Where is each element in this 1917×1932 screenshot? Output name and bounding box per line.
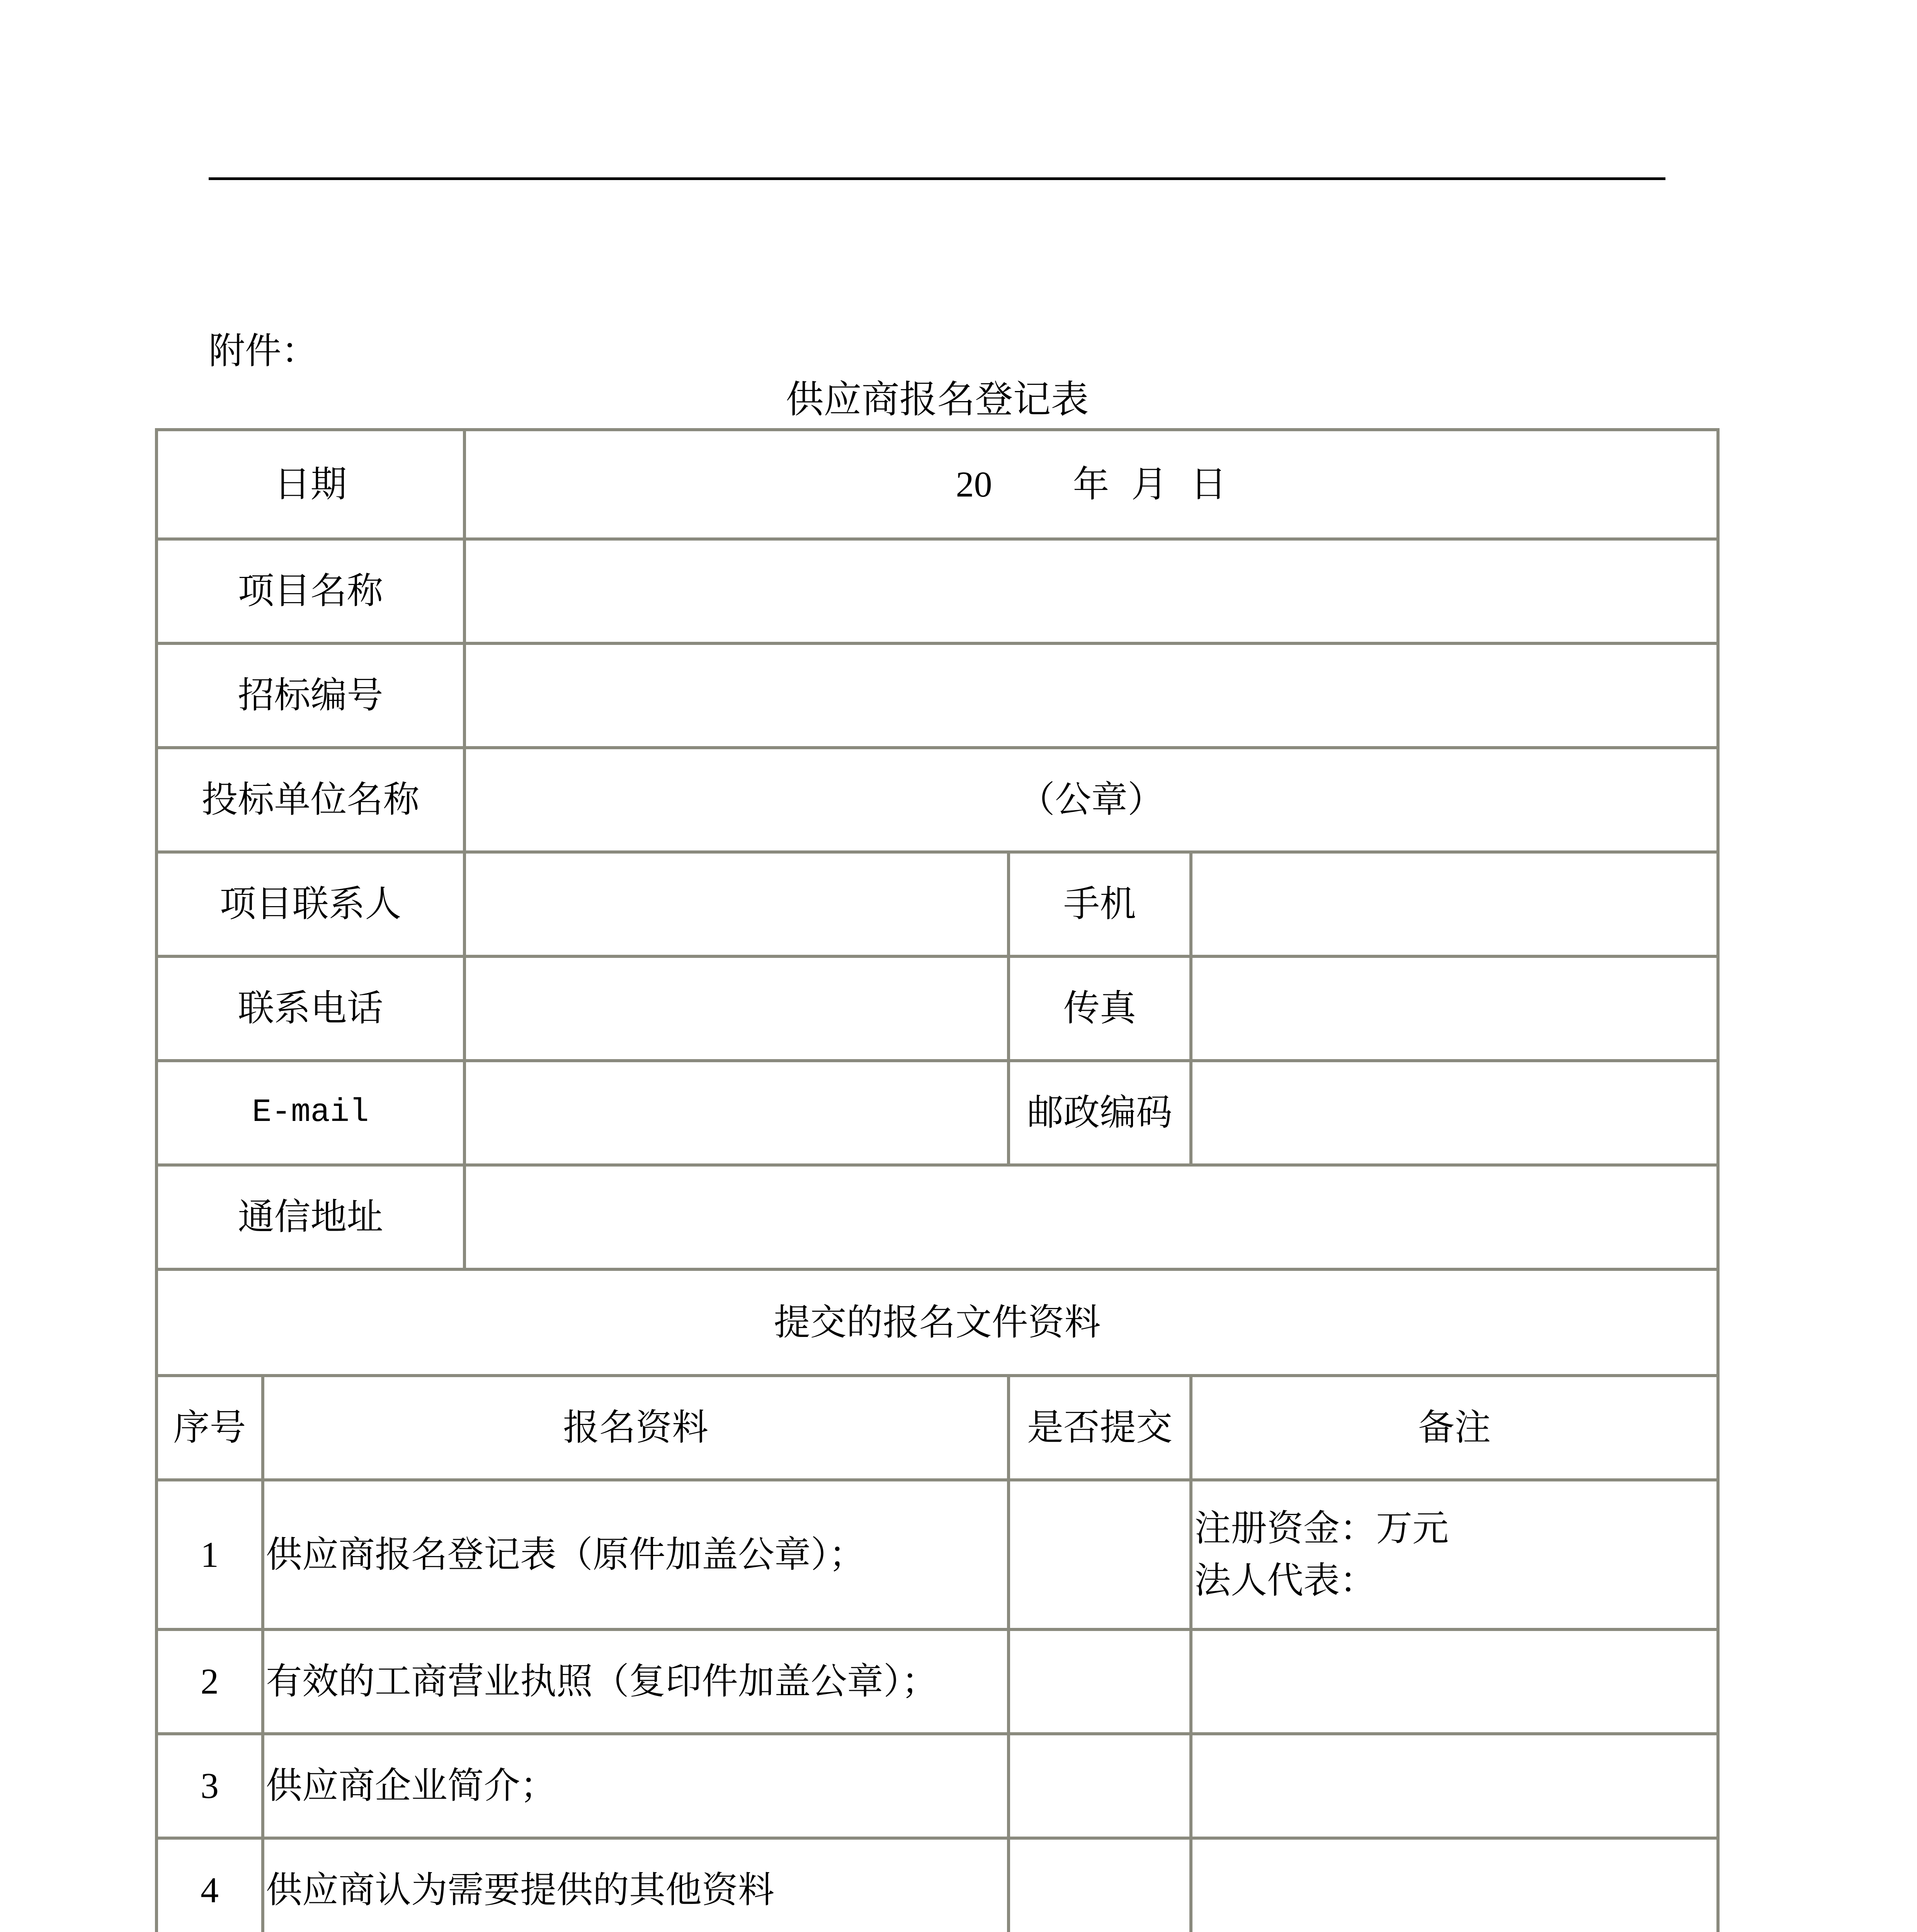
date-year-prefix: 20 (956, 464, 992, 505)
date-year-unit: 年 (1073, 464, 1109, 505)
table-row-remarks (1192, 1631, 1716, 1732)
phone-value (466, 958, 1007, 1059)
date-value (466, 431, 1716, 537)
form-title: 供应商报名登记表 (786, 379, 1089, 421)
bidder-name-value: （公章） (466, 749, 1716, 850)
column-header-index: 序号 (158, 1377, 261, 1478)
column-header-submitted: 是否提交 (1010, 1377, 1189, 1478)
table-row-submitted (1010, 1735, 1189, 1837)
date-day-unit: 日 (1190, 464, 1227, 505)
tender-number-label: 招标编号 (158, 645, 463, 746)
email-value (466, 1062, 1007, 1163)
email-label: E-mail (158, 1062, 463, 1163)
project-name-label: 项目名称 (158, 541, 463, 642)
contact-person-label: 项目联系人 (158, 854, 463, 955)
column-header-material: 报名资料 (264, 1377, 1007, 1478)
table-row-material: 供应商报名登记表（原件加盖公章）； (264, 1481, 1007, 1628)
table-row-remarks (1192, 1840, 1716, 1932)
header-rule (209, 177, 1665, 180)
project-name-value (466, 541, 1716, 642)
postal-code-value (1192, 1062, 1716, 1163)
table-row-index: 2 (158, 1631, 261, 1732)
table-row-material: 供应商认为需要提供的其他资料 (264, 1840, 1007, 1932)
phone-label: 联系电话 (158, 958, 463, 1059)
table-row-material: 供应商企业简介； (264, 1735, 1007, 1837)
address-value (466, 1167, 1716, 1268)
table-row-submitted (1010, 1481, 1189, 1628)
remarks-registered-capital: 注册资金：万元 (1194, 1508, 1449, 1549)
table-row-submitted (1010, 1631, 1189, 1732)
registration-form-table (155, 428, 1720, 1932)
bidder-name-label: 投标单位名称 (158, 749, 463, 850)
documents-section-title: 提交的报名文件资料 (158, 1271, 1716, 1374)
address-label: 通信地址 (158, 1167, 463, 1268)
attachment-label: 附件： (209, 331, 318, 371)
table-row-remarks (1192, 1735, 1716, 1837)
tender-number-value (466, 645, 1716, 746)
table-row-remarks (1192, 1481, 1716, 1628)
contact-person-value (466, 854, 1007, 955)
fax-label: 传真 (1010, 958, 1189, 1059)
postal-code-label: 邮政编码 (1010, 1062, 1189, 1163)
table-row-index: 3 (158, 1735, 261, 1837)
table-row-index: 4 (158, 1840, 261, 1932)
mobile-value (1192, 854, 1716, 955)
date-month-unit: 月 (1131, 464, 1168, 505)
date-label: 日期 (158, 431, 463, 537)
table-row-material: 有效的工商营业执照（复印件加盖公章）； (264, 1631, 1007, 1732)
mobile-label: 手机 (1010, 854, 1189, 955)
table-row-submitted (1010, 1840, 1189, 1932)
column-header-remarks: 备注 (1192, 1377, 1716, 1478)
fax-value (1192, 958, 1716, 1059)
table-row-index: 1 (158, 1481, 261, 1628)
remarks-legal-representative: 法人代表： (1194, 1560, 1376, 1601)
